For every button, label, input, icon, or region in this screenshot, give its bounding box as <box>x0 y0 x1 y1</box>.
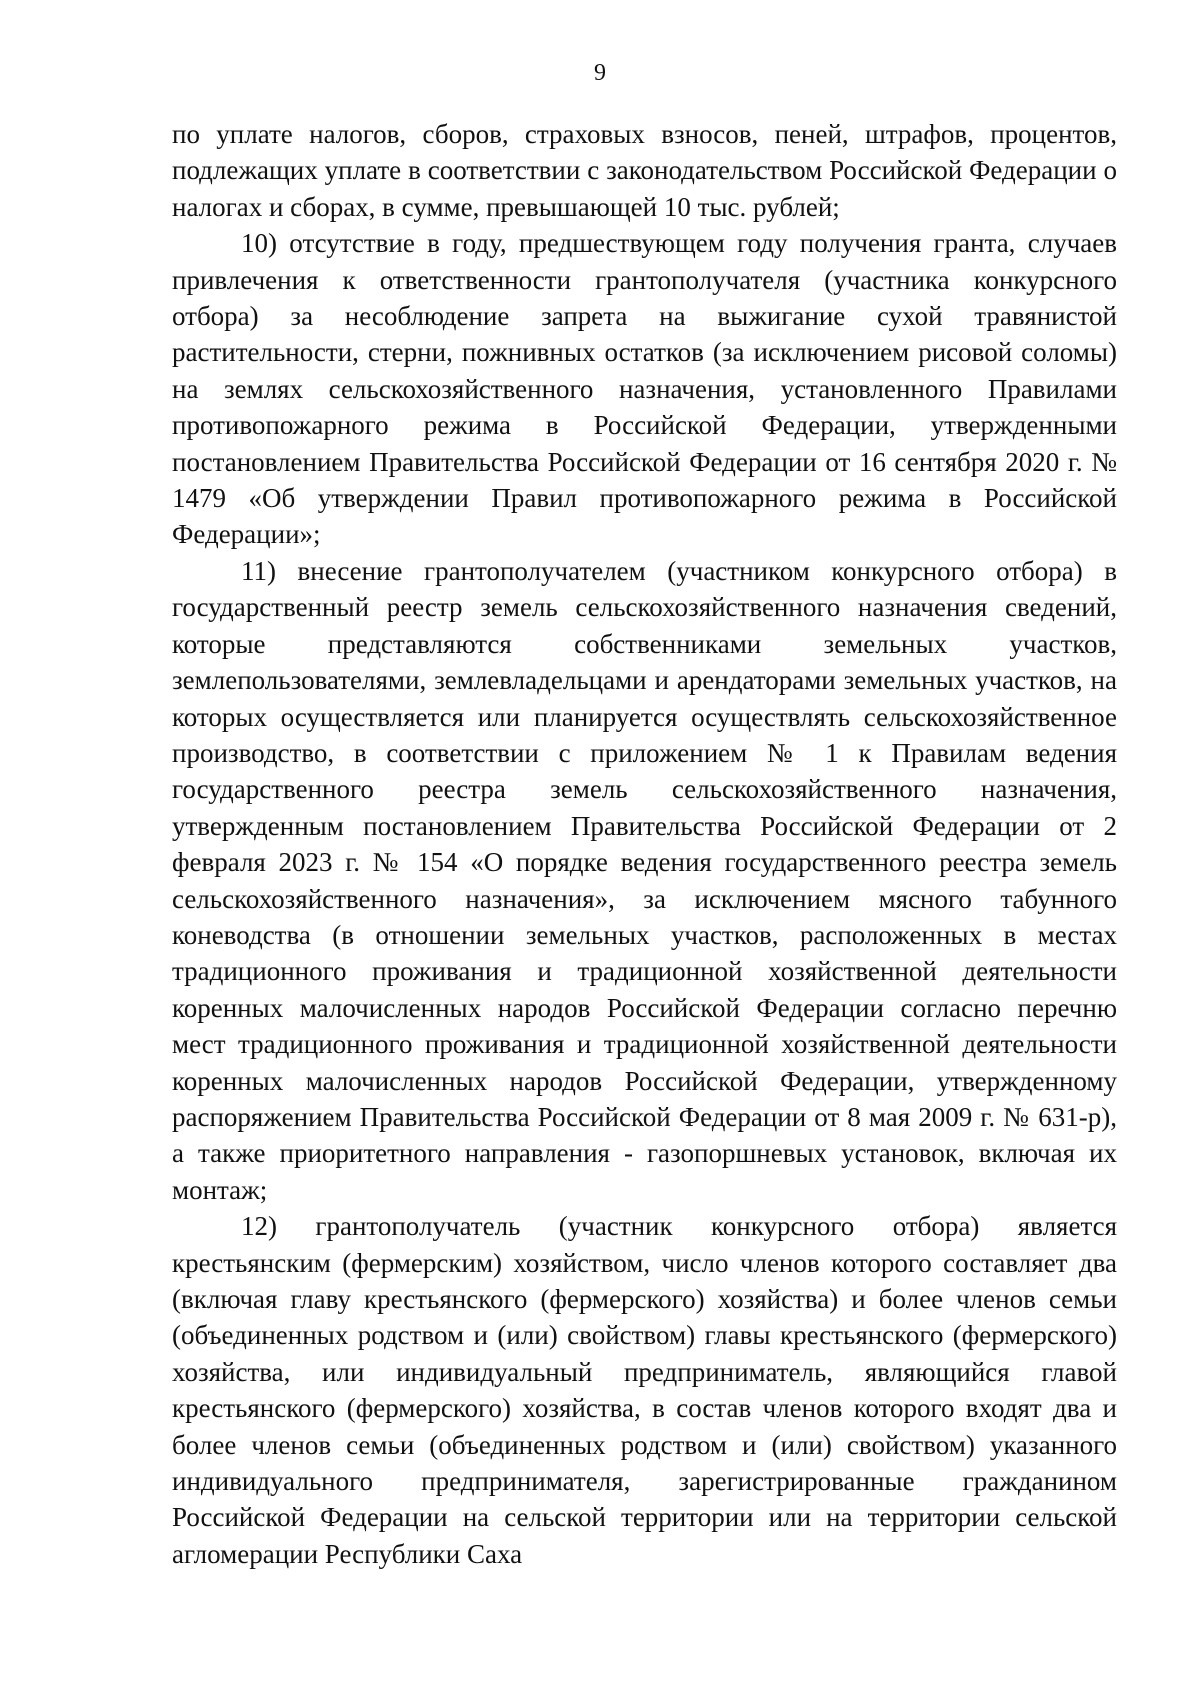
document-body <box>172 116 1117 1572</box>
paragraph-item-10: 10) отсутствие в году, предшествующем году получения гранта, случаев привлечения к ответственности грантополучателя (участника конкурсного отбора) за несоблюдение запрета на выжигание сухой травянистой растительности, стерни, пожнивных остатков (за исключением рисовой соломы) на землях сельскохозяйственного назначения, установленного Правилами противопожарного режима в Российской Федерации, утвержденными постановлением Правительства Российской Федерации от 16 сентября 2020 г. № 1479 «Об утверждении Правил противопожарного режима в Российской Федерации»; <box>172 228 1117 550</box>
paragraph-continuation: по уплате налогов, сборов, страховых взносов, пеней, штрафов, процентов, подлежащих уплате в соответствии с законодательством Российской Федерации о налогах и сборах, в сумме, превышающей 10 тыс. рублей; <box>172 119 1117 222</box>
page-number: 9 <box>594 60 606 86</box>
paragraph-item-12: 12) грантополучатель (участник конкурсного отбора) является крестьянским (фермерским) хозяйством, число членов которого составляет два (включая главу крестьянского (фермерского) хозяйства) и более членов семьи (объединенных родством и (или) свойством) главы крестьянского (фермерского) хозяйства, или индивидуальный предприниматель, являющийся главой крестьянского (фермерского) хозяйства, в состав членов которого входят два и более членов семьи (объединенных родством и (или) свойством) указанного индивидуального предпринимателя, зарегистрированные гражданином Российской Федерации на сельской территории или на территории сельской агломерации Республики Саха <box>172 1211 1117 1569</box>
paragraph-item-11: 11) внесение грантополучателем (участником конкурсного отбора) в государственный реестр земель сельскохозяйственного назначения сведений, которые представляются собственниками земельных участков, землепользователями, землевладельцами и арендаторами земельных участков, на которых осуществляется или планируется осуществлять сельскохозяйственное производство, в соответствии с приложением № 1 к Правилам ведения государственного реестра земель сельскохозяйственного назначения, утвержденным постановлением Правительства Российской Федерации от 2 февраля 2023 г. № 154 «О порядке ведения государственного реестра земель сельскохозяйственного назначения», за исключением мясного табунного коневодства (в отношении земельных участков, расположенных в местах традиционного проживания и традиционной хозяйственной деятельности коренных малочисленных народов Российской Федерации согласно перечню мест традиционного проживания и традиционной хозяйственной деятельности коренных малочисленных народов Российской Федерации, утвержденному распоряжением Правительства Российской Федерации от 8 мая 2009 г. № 631-р), а также приоритетного направления - газопоршневых установок, включая их монтаж; <box>172 555 1117 1205</box>
